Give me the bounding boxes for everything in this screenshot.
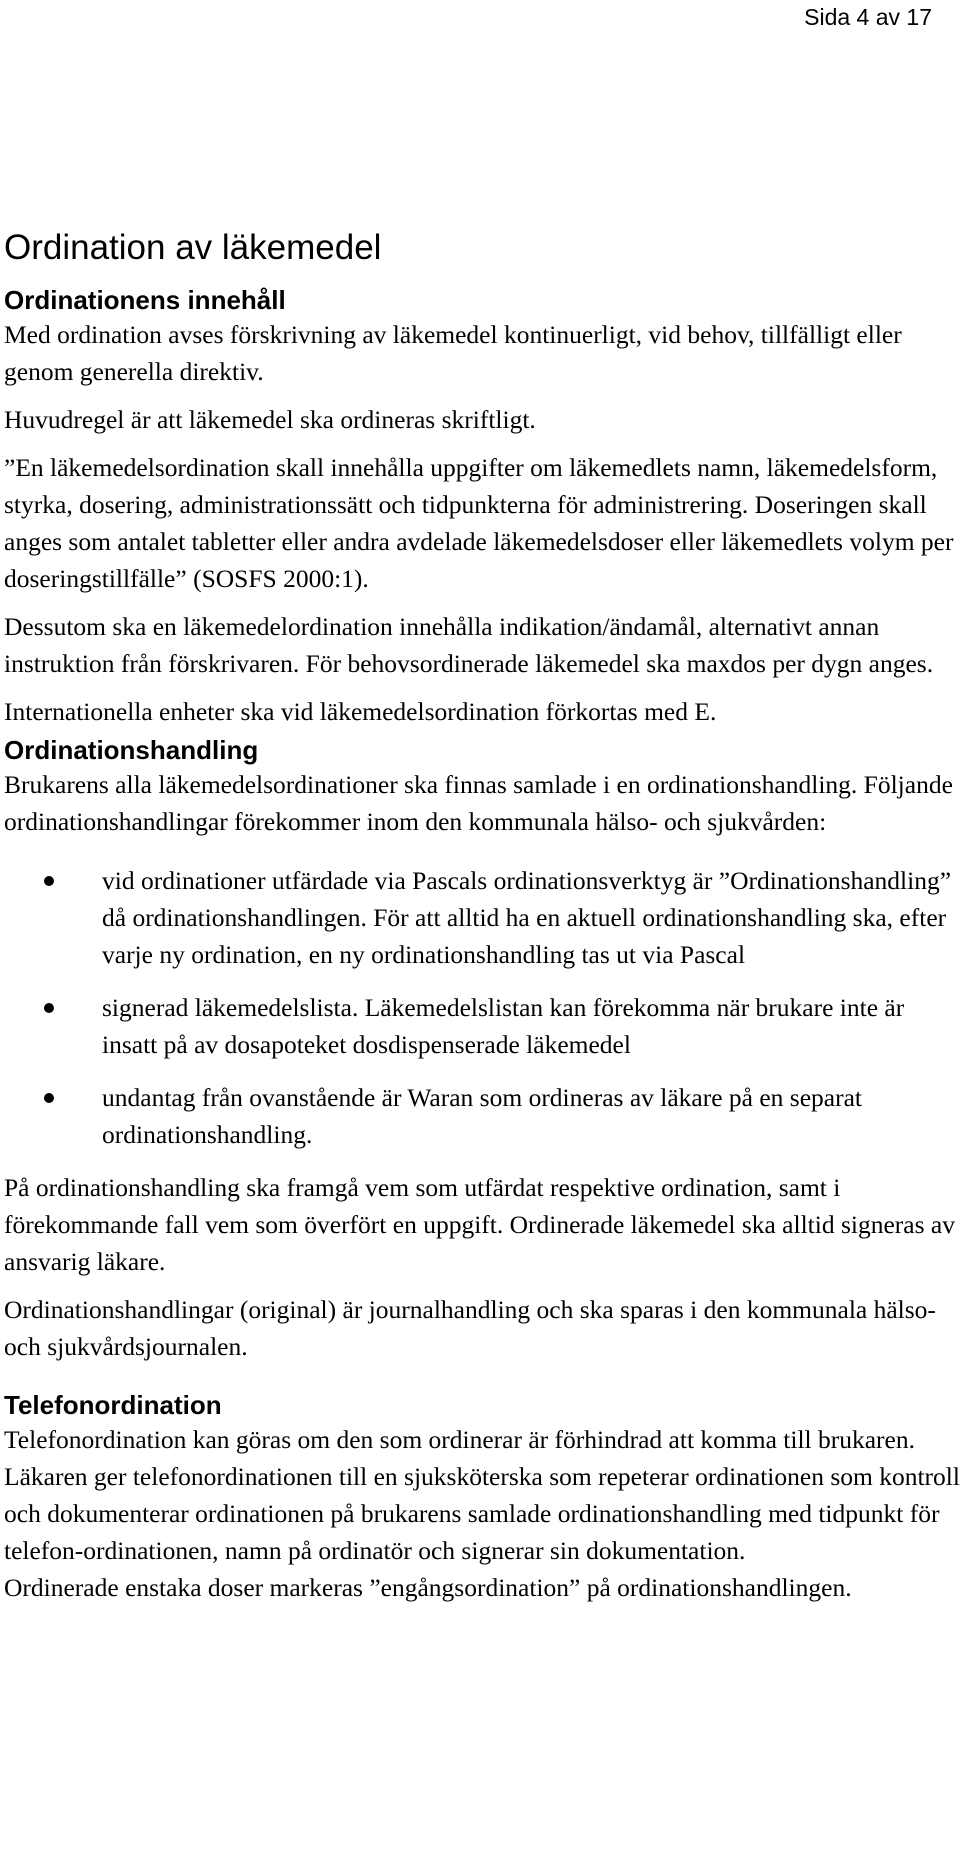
list-item bbox=[4, 862, 960, 973]
paragraph: Med ordination avses förskrivning av läkemedel kontinuerligt, vid behov, tillfälligt eller genom generella direktiv. bbox=[4, 320, 902, 386]
paragraph: Telefonordination kan göras om den som ordinerar är förhindrad att komma till brukaren. Läkaren ger telefonordinationen till en sjuksköterska som repeterar ordinationen som kontroll och dokumenterar ordinationen på brukarens samlade ordinationshandling med tidpunkt för telefon-ordinationen, namn på ordinatör och signerar sin dokumentation. bbox=[4, 1425, 960, 1565]
list-item-text: signerad läkemedelslista. Läkemedelslistan kan förekomma när brukare inte är insatt på av dosapoteket dosdispenserade läkemedel bbox=[102, 993, 905, 1059]
list-item-text: undantag från ovanstående är Waran som ordineras av läkare på en separat ordinationshandling. bbox=[102, 1083, 863, 1149]
list-item-text: vid ordinationer utfärdade via Pascals ordinationsverktyg är ”Ordinationshandling” då ordinationshandlingen. För att alltid ha en aktuell ordinationshandling ska, efter varje ny ordination, en ny ordinationshandling tas ut via Pascal bbox=[102, 866, 952, 969]
paragraph: Huvudregel är att läkemedel ska ordineras skriftligt. bbox=[4, 405, 536, 434]
document-title: Ordination av läkemedel bbox=[4, 228, 382, 267]
bullet-icon bbox=[44, 1093, 54, 1103]
bullet-icon bbox=[44, 1003, 54, 1013]
bullet-icon bbox=[44, 876, 54, 886]
document-body bbox=[4, 228, 960, 1606]
list-item bbox=[4, 1079, 960, 1153]
paragraph: På ordinationshandling ska framgå vem som utfärdat respektive ordination, samt i förekommande fall vem som överfört en uppgift. Ordinerade läkemedel ska alltid signeras av ansvarig läkare. bbox=[4, 1173, 955, 1276]
paragraph: Dessutom ska en läkemedelordination innehålla indikation/ändamål, alternativt annan instruktion från förskrivaren. För behovsordinerade läkemedel ska maxdos per dygn anges. bbox=[4, 612, 934, 678]
list-item bbox=[4, 989, 960, 1063]
paragraph: Ordinerade enstaka doser markeras ”engångsordination” på ordinationshandlingen. bbox=[4, 1573, 852, 1602]
paragraph: ”En läkemedelsordination skall innehålla uppgifter om läkemedlets namn, läkemedelsform, styrka, dosering, administrationssätt och tidpunkterna för administrering. Doseringen skall anges som antalet tabletter eller andra avdelade läkemedelsdoser eller läkemedlets volym per doseringstillfälle” (SOSFS 2000:1). bbox=[4, 453, 954, 593]
page-number: Sida 4 av 17 bbox=[804, 4, 932, 30]
section-heading-ordinationshandling: Ordinationshandling bbox=[4, 735, 259, 765]
bullet-list bbox=[4, 862, 960, 1153]
paragraph: Internationella enheter ska vid läkemedelsordination förkortas med E. bbox=[4, 697, 717, 726]
section-heading-telefonordination: Telefonordination bbox=[4, 1390, 222, 1420]
paragraph: Brukarens alla läkemedelsordinationer ska finnas samlade i en ordinationshandling. Följande ordinationshandlingar förekommer inom den kommunala hälso- och sjukvården: bbox=[4, 770, 953, 836]
section-heading-ordinationens-innehall: Ordinationens innehåll bbox=[4, 285, 286, 315]
paragraph: Ordinationshandlingar (original) är journalhandling och ska sparas i den kommunala hälso- och sjukvårdsjournalen. bbox=[4, 1295, 936, 1361]
